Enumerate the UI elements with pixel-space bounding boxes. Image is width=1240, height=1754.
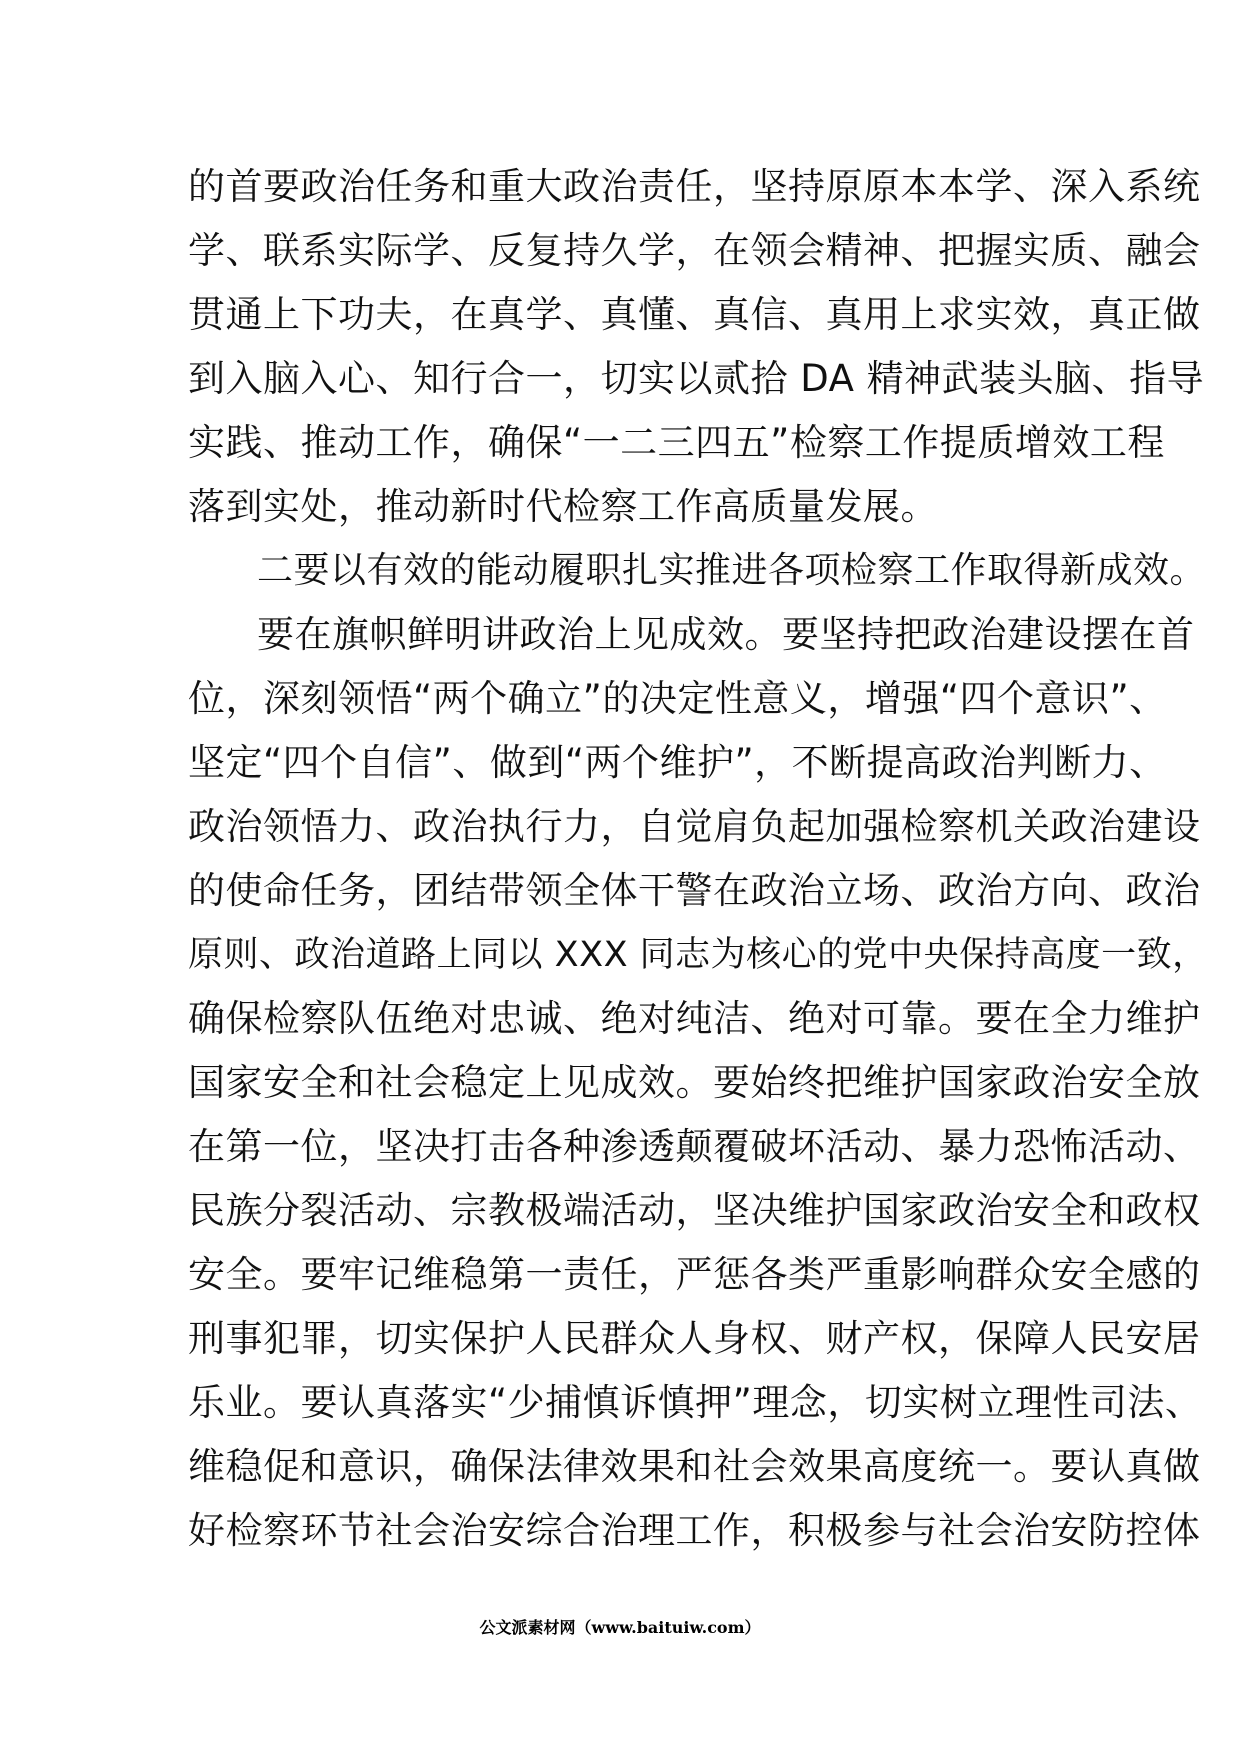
text-line: 实践、推动工作，确保“一二三四五”检察工作提质增效工程	[188, 421, 1165, 464]
text-line: 落到实处，推动新时代检察工作高质量发展。	[188, 485, 938, 528]
text-line: 的使命任务，团结带领全体干警在政治立场、政治方向、政治	[188, 869, 1201, 912]
text-line: 安全。要牢记维稳第一责任，严惩各类严重影响群众安全感的	[188, 1253, 1201, 1296]
text-line: 位，深刻领悟“两个确立”的决定性意义，增强“四个意识”、	[188, 677, 1167, 720]
text-line: 政治领悟力、政治执行力，自觉肩负起加强检察机关政治建设	[188, 805, 1201, 848]
text-line: 贯通上下功夫，在真学、真懂、真信、真用上求实效，真正做	[188, 293, 1201, 336]
text-line: 民族分裂活动、宗教极端活动，坚决维护国家政治安全和政权	[188, 1189, 1201, 1232]
footer-watermark: 公文派素材网（www.baituiw.com）	[479, 1618, 761, 1637]
text-line: 要在旗帜鲜明讲政治上见成效。要坚持把政治建设摆在首	[257, 613, 1195, 656]
text-line: 好检察环节社会治安综合治理工作，积极参与社会治安防控体	[188, 1509, 1201, 1552]
text-line: 维稳促和意识，确保法律效果和社会效果高度统一。要认真做	[188, 1445, 1201, 1488]
text-line: 学、联系实际学、反复持久学，在领会精神、把握实质、融会	[188, 229, 1201, 272]
text-line: 坚定“四个自信”、做到“两个维护”，不断提高政治判断力、	[188, 741, 1167, 784]
text-line: 乐业。要认真落实“少捕慎诉慎押”理念，切实树立理性司法、	[188, 1381, 1203, 1424]
text-line: 原则、政治道路上同以 XXX 同志为核心的党中央保持高度一致，	[188, 935, 1208, 975]
text-line: 在第一位，坚决打击各种渗透颠覆破坏活动、暴力恐怖活动、	[188, 1125, 1201, 1168]
text-line: 到入脑入心、知行合一，切实以贰拾 DA 精神武装头脑、指导	[188, 357, 1205, 400]
text-line: 确保检察队伍绝对忠诚、绝对纯洁、绝对可靠。要在全力维护	[188, 997, 1201, 1040]
section-heading: 二要以有效的能动履职扎实推进各项检察工作取得新成效。	[257, 550, 1207, 591]
text-line: 刑事犯罪，切实保护人民群众人身权、财产权，保障人民安居	[188, 1317, 1201, 1360]
text-line: 的首要政治任务和重大政治责任，坚持原原本本学、深入系统	[188, 165, 1201, 208]
text-line: 国家安全和社会稳定上见成效。要始终把维护国家政治安全放	[188, 1061, 1201, 1104]
